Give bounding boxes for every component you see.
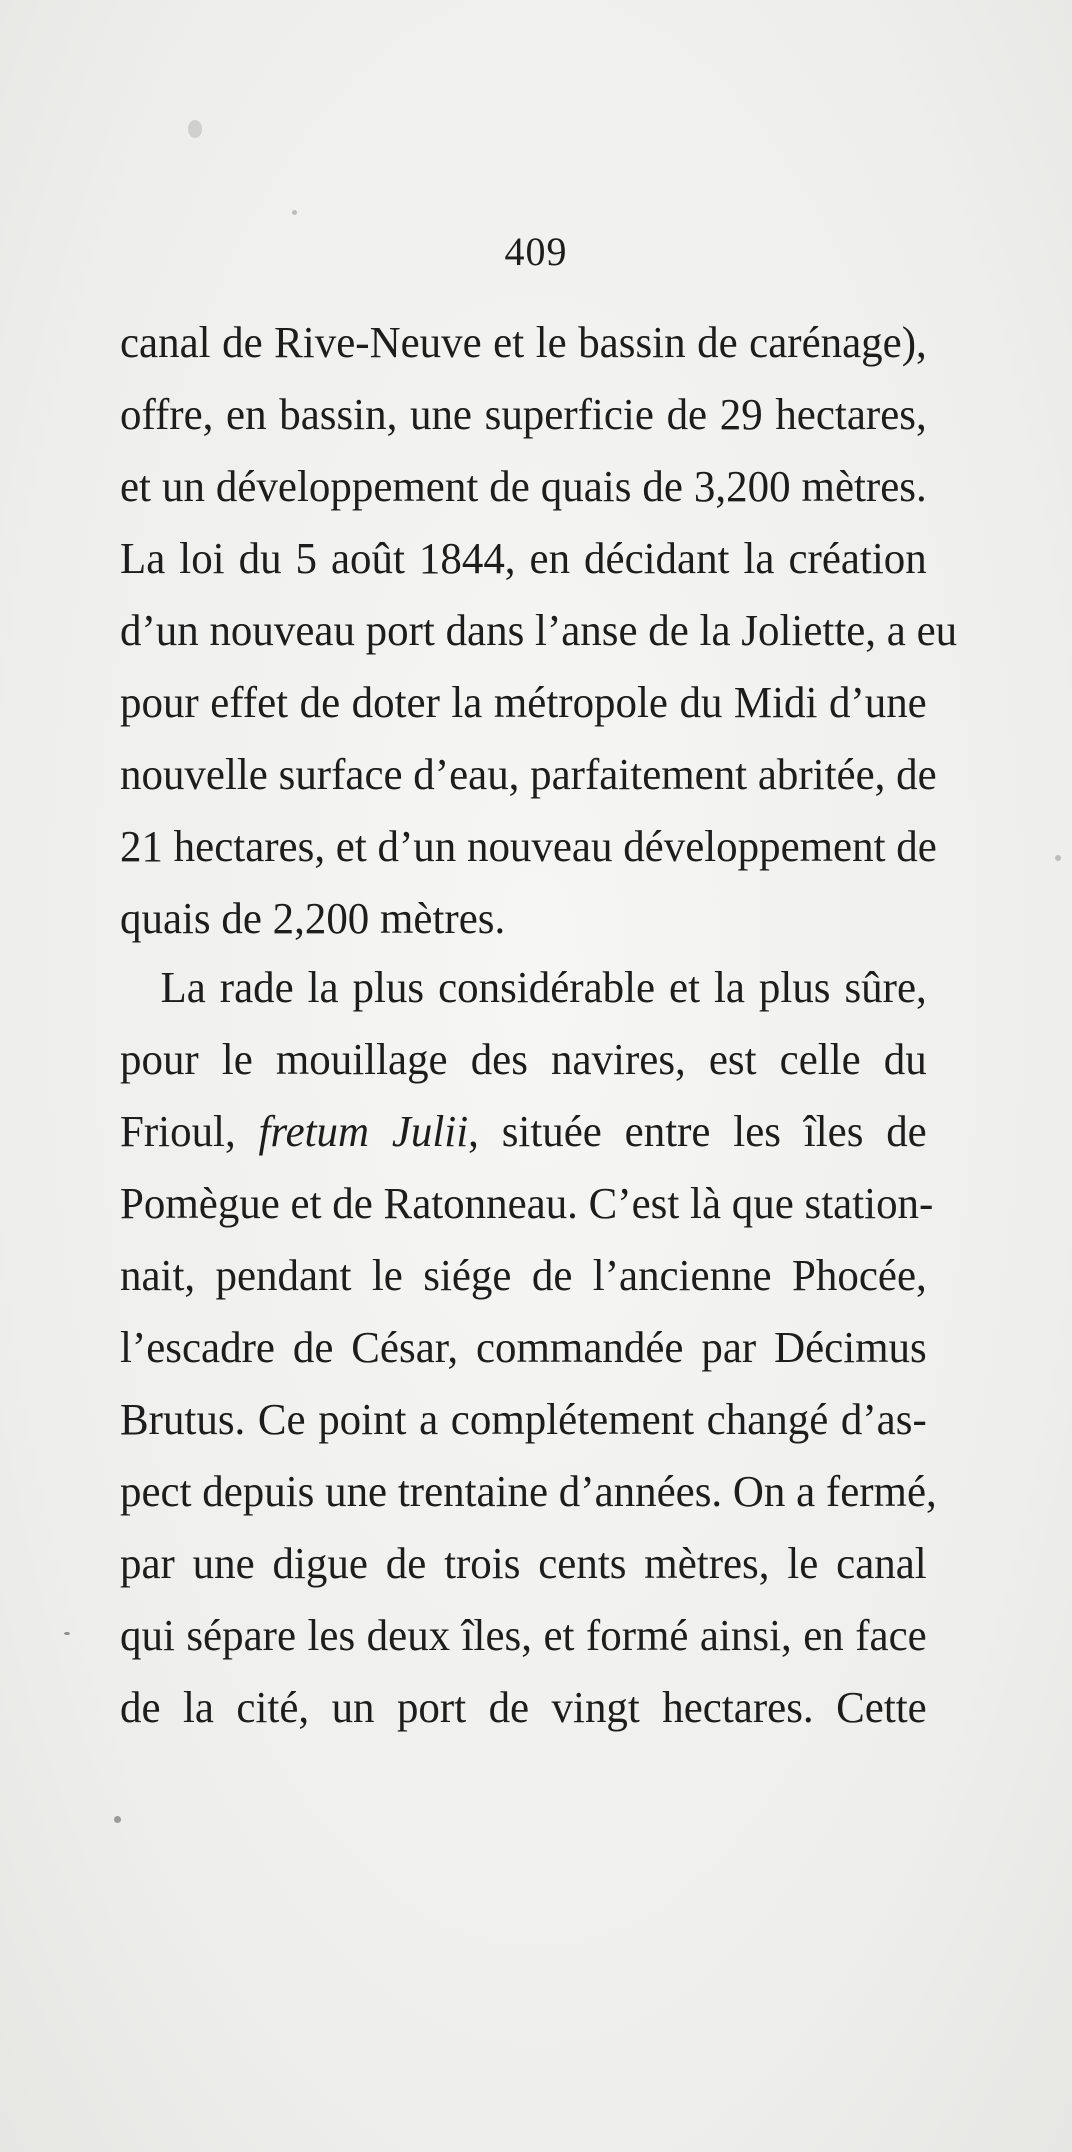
text-line: l’escadre de César, commandée par Décimus [120,1322,927,1372]
text-line: La loi du 5 août 1844, en décidant la création [120,533,927,583]
text-segment: , située entre les îles de [468,1106,927,1156]
text-line: et un développement de quais de 3,200 mètres. [120,461,927,511]
paper-speck [188,120,202,138]
text-line: La rade la plus considérable et la plus sûre, [160,962,927,1012]
text-segment: Frioul, [120,1106,259,1156]
text-line: de la cité, un port de vingt hectares. Cette [120,1682,927,1732]
page-number: 409 [504,229,568,274]
text-line: par une digue de trois cents mètres, le canal [120,1538,927,1588]
paper-speck [64,1632,70,1635]
text-line: nait, pendant le siége de l’ancienne Phocée, [120,1250,927,1300]
text-line: canal de Rive-Neuve et le bassin de carénage), [120,317,927,367]
paper-speck [292,210,297,215]
text-line: nouvelle surface d’eau, parfaitement abritée, de [120,749,937,799]
text-line: qui sépare les deux îles, et formé ainsi, en face [120,1610,927,1660]
text-line: pour effet de doter la métropole du Midi d’une [120,677,927,727]
text-line: Pomègue et de Ratonneau. C’est là que station- [120,1178,934,1228]
paper-speck [1055,855,1061,861]
text-line: pour le mouillage des navires, est celle du [120,1034,927,1084]
text-line: 21 hectares, et d’un nouveau développement de [120,821,937,871]
text-line: offre, en bassin, une superficie de 29 hectares, [120,389,927,439]
latin-phrase: fretum Julii [258,1106,469,1156]
text-line: quais de 2,200 mètres. [120,893,506,943]
paper-speck [114,1816,121,1823]
text-line-with-italic [120,1095,927,1167]
text-line: pect depuis une trentaine d’années. On a fermé, [120,1466,937,1516]
text-line: d’un nouveau port dans l’anse de la Joliette, a eu [120,605,958,655]
text-line: Brutus. Ce point a complétement changé d’as- [120,1394,927,1444]
